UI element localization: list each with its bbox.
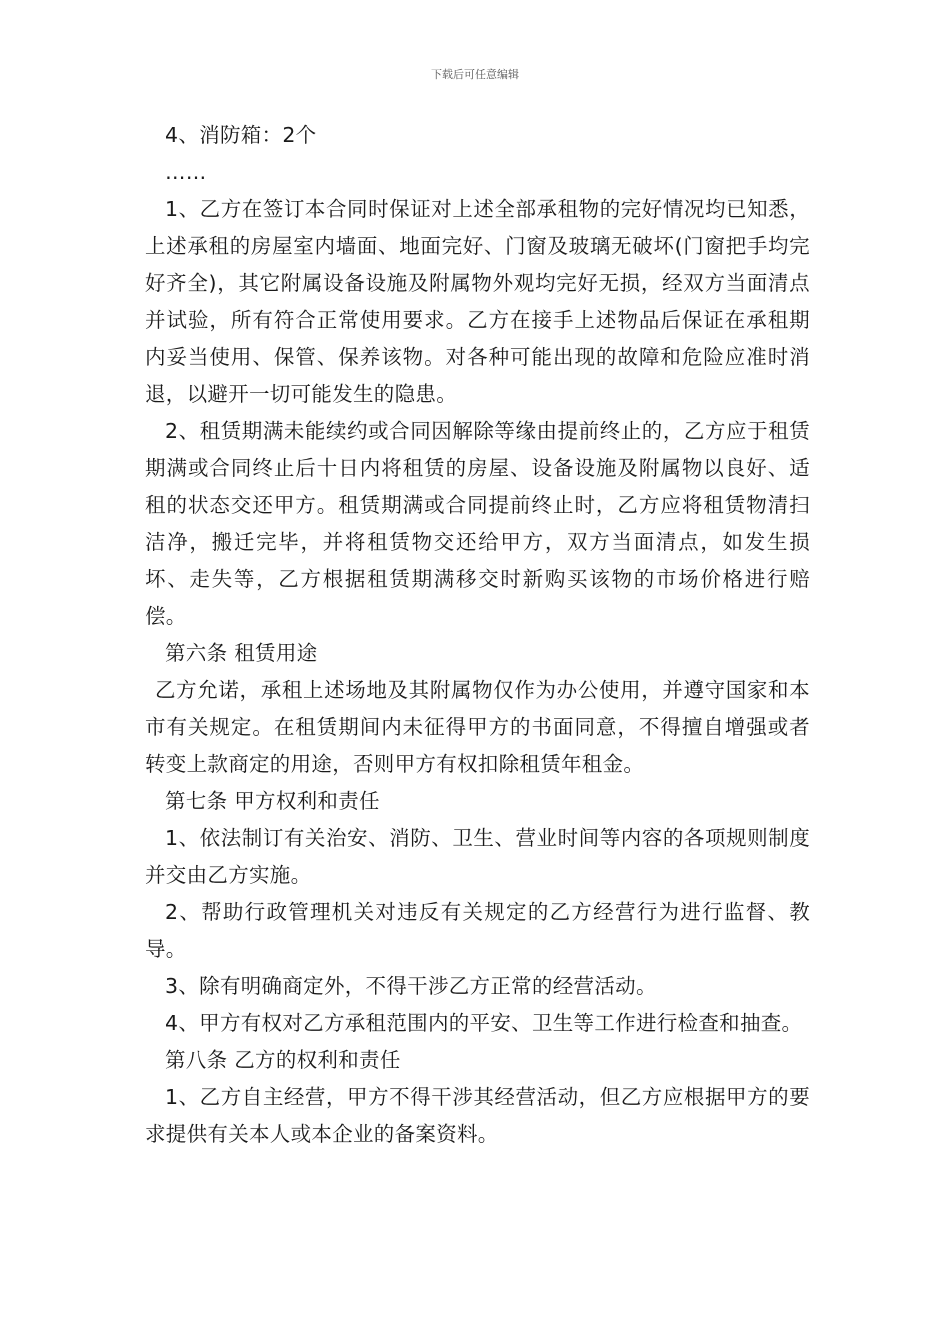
article-7-heading: 第七条 甲方权利和责任 bbox=[165, 789, 380, 813]
clause-paragraph-1: 1、乙方在签订本合同时保证对上述全部承租物的完好情况均已知悉，上述承租的房屋室内墙面、地面完好、门窗及玻璃无破坏(门窗把手均完好齐全)，其它附属设备设施及附属物外观均完好无损，经双方当面清点并试验，所有符合正常使用要求。乙方在接手上述物品后保证在承租期内妥当使用、保管、保养该物。对各种可能出现的故障和危险应准时消退，以避开一切可能发生的隐患。 bbox=[145, 197, 810, 406]
article-7-item-1: 1、依法制订有关治安、消防、卫生、营业时间等内容的各项规则制度并交由乙方实施。 bbox=[145, 826, 810, 887]
article-7-item-4: 4、甲方有权对乙方承租范围内的平安、卫生等工作进行检查和抽查。 bbox=[165, 1011, 803, 1035]
clause-paragraph-2: 2、租赁期满未能续约或合同因解除等缘由提前终止的，乙方应于租赁期满或合同终止后十日内将租赁的房屋、设备设施及附属物以良好、适租的状态交还甲方。租赁期满或合同提前终止时，乙方应将租赁物清扫洁净，搬迁完毕，并将租赁物交还给甲方，双方当面清点，如发生损坏、走失等，乙方根据租赁期满移交时新购买该物的市场价格进行赔偿。 bbox=[145, 419, 810, 628]
document-body bbox=[145, 117, 810, 1153]
article-8-heading: 第八条 乙方的权利和责任 bbox=[165, 1048, 401, 1072]
article-6-body: 乙方允诺，承租上述场地及其附属物仅作为办公使用，并遵守国家和本市有关规定。在租赁期间内未征得甲方的书面同意，不得擅自增强或者转变上款商定的用途，否则甲方有权扣除租赁年租金。 bbox=[145, 678, 810, 776]
article-8-item-1: 1、乙方自主经营，甲方不得干涉其经营活动，但乙方应根据甲方的要求提供有关本人或本企业的备案资料。 bbox=[145, 1085, 810, 1146]
item-fire-box: 4、消防箱：2个 bbox=[165, 123, 317, 147]
page-header-note: 下载后可任意编辑 bbox=[431, 68, 519, 81]
ellipsis-line: …… bbox=[165, 160, 207, 184]
article-6-heading: 第六条 租赁用途 bbox=[165, 641, 318, 665]
article-7-item-2: 2、帮助行政管理机关对违反有关规定的乙方经营行为进行监督、教导。 bbox=[145, 900, 810, 961]
article-7-item-3: 3、除有明确商定外，不得干涉乙方正常的经营活动。 bbox=[165, 974, 657, 998]
